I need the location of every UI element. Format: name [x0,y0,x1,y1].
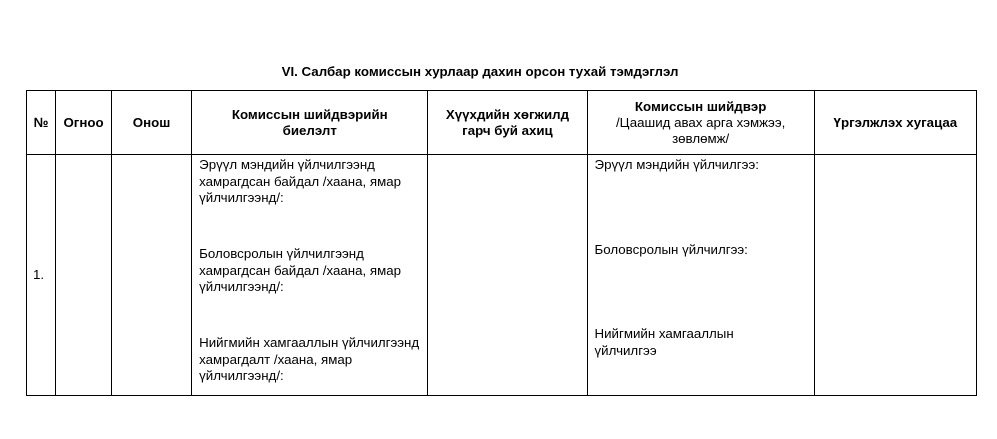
header-number: № [27,91,56,155]
header-commission-decision [587,91,814,155]
row-implementation-cell [192,155,428,396]
decision-social: Нийгмийн хамгааллын үйлчилгээ [594,326,734,358]
row-duration-cell [814,155,976,396]
header-decision-implementation-text: Комиссын шийдвэрийн биелэлт [231,106,388,138]
row-number: 1. [27,155,56,396]
header-decision-implementation [192,91,428,155]
row-decision-cell [587,155,814,396]
header-decision-subtitle: /Цаашид авах арга хэмжээ, зөвлөмж/ [615,114,786,146]
implementation-education: Боловсролын үйлчилгээнд хамрагдсан байдал /хаана, ямар үйлчилгээнд/: [199,246,402,294]
row-diagnosis-cell [112,155,192,396]
decision-health: Эрүүл мэндийн үйлчилгээ: [594,157,759,172]
decision-education: Боловсролын үйлчилгээ: [594,242,748,257]
header-duration: Үргэлжлэх хугацаа [814,91,976,155]
implementation-social: Нийгмийн хамгааллын үйлчилгээнд хамрагдалт /хаана, ямар үйлчилгээнд/: [199,335,420,383]
header-child-development-text: Хүүхдийн хөгжилд гарч буй ахиц [445,106,570,138]
section-title: VI. Салбар комиссын хурлаар дахин орсон тухай тэмдэглэл [281,64,679,79]
header-decision-title: Комиссын шийдвэр [634,98,767,114]
header-child-development [428,91,587,155]
implementation-health: Эрүүл мэндийн үйлчилгээнд хамрагдсан байдал /хаана, ямар үйлчилгээнд/: [199,157,402,205]
row-child-development-cell [428,155,587,396]
header-diagnosis: Онош [112,91,192,155]
header-row [27,91,977,155]
table-row [27,155,977,396]
header-date: Огноо [56,91,112,155]
commission-table [26,90,977,396]
row-date-cell [56,155,112,396]
